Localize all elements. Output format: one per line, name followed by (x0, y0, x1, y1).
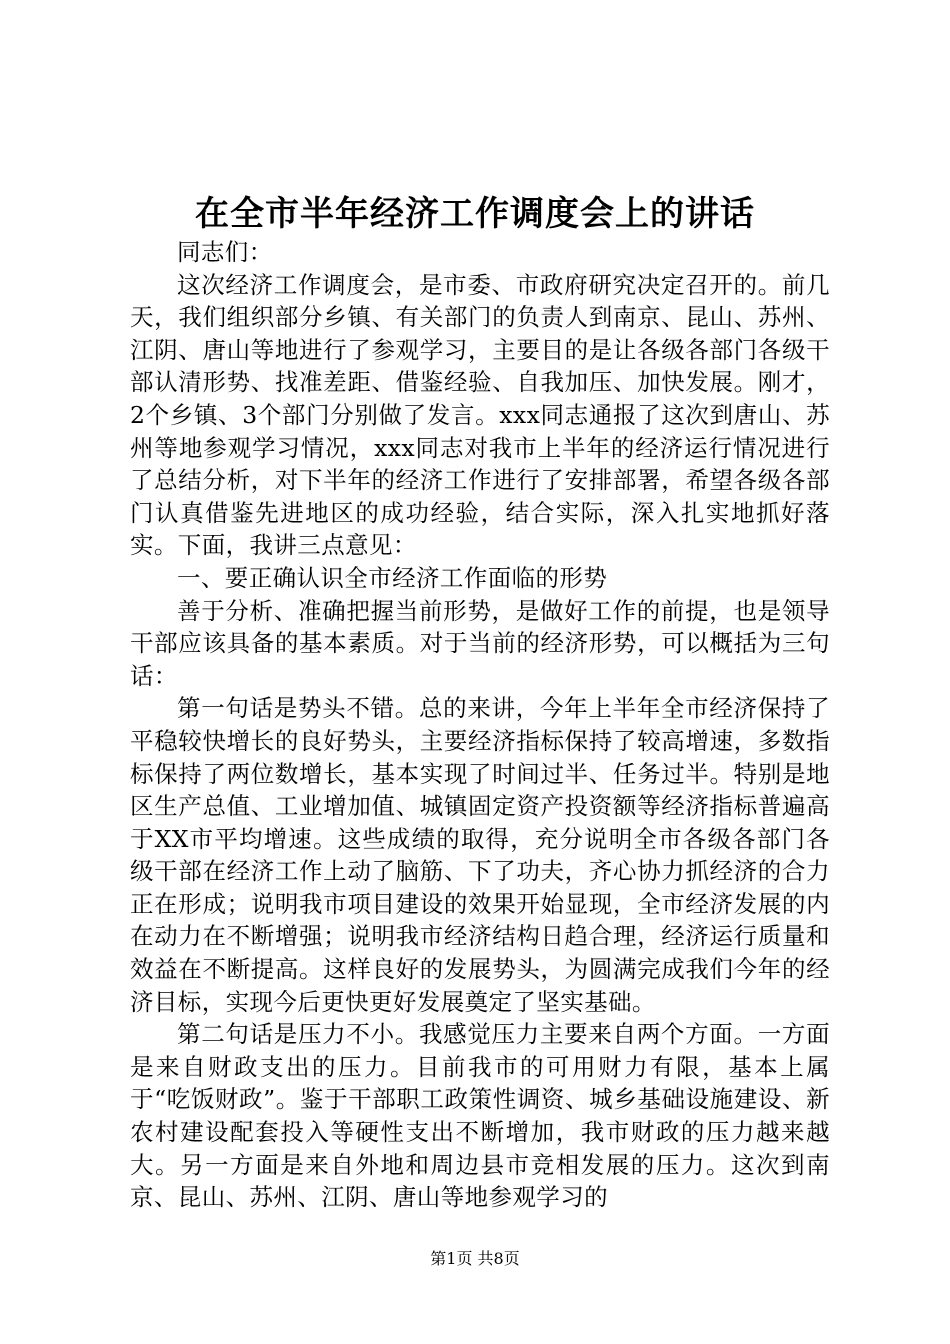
paragraph: 善于分析、准确把握当前形势，是做好工作的前提，也是领导干部应该具备的基本素质。对于当前的经济形势，可以概括为三句话： (130, 596, 830, 690)
paragraph: 第一句话是势头不错。总的来讲，今年上半年全市经济保持了平稳较快增长的良好势头，主要经济指标保持了较高增速，多数指标保持了两位数增长，基本实现了时间过半、任务过半。特别是地区生产总值、工业增加值、城镇固定资产投资额等经济指标普遍高于XX市平均增速。这些成绩的取得，充分说明全市各级各部门各级干部在经济工作上动了脑筋、下了功夫，齐心协力抓经济的合力正在形成；说明我市项目建设的效果开始显现，全市经济发展的内在动力在不断增强；说明我市经济结构日趋合理，经济运行质量和效益在不断提高。这样良好的发展势头，为圆满完成我们今年的经济目标，实现今后更快更好发展奠定了坚实基础。 (130, 694, 830, 1016)
salutation: 同志们： (177, 238, 273, 266)
paragraph: 第二句话是压力不小。我感觉压力主要来自两个方面。一方面是来自财政支出的压力。目前我市的可用财力有限，基本上属于“吃饭财政”。鉴于干部职工政策性调资、城乡基础设施建设、新农村建设配套投入等硬性支出不断增加，我市财政的压力越来越大。另一方面是来自外地和周边县市竞相发展的压力。这次到南京、昆山、苏州、江阴、唐山等地参观学习的 (130, 1020, 830, 1212)
document-title: 在全市半年经济工作调度会上的讲话 (195, 194, 755, 234)
section-heading: 一、要正确认识全市经济工作面临的形势 (177, 563, 608, 592)
page-number-footer: 第1页 共8页 (430, 1249, 520, 1268)
document-body (130, 236, 830, 1214)
paragraph: 这次经济工作调度会，是市委、市政府研究决定召开的。前几天，我们组织部分乡镇、有关部门的负责人到南京、昆山、苏州、江阴、唐山等地进行了参观学习，主要目的是让各级各部门各级干部认清形势、找准差距、借鉴经验、自我加压、加快发展。刚才，2个乡镇、3个部门分别做了发言。xxx同志通报了这次到唐山、苏州等地参观学习情况，xxx同志对我市上半年的经济运行情况进行了总结分析，对下半年的经济工作进行了安排部署，希望各级各部门认真借鉴先进地区的成功经验，结合实际，深入扎实地抓好落实。下面，我讲三点意见： (130, 270, 830, 560)
